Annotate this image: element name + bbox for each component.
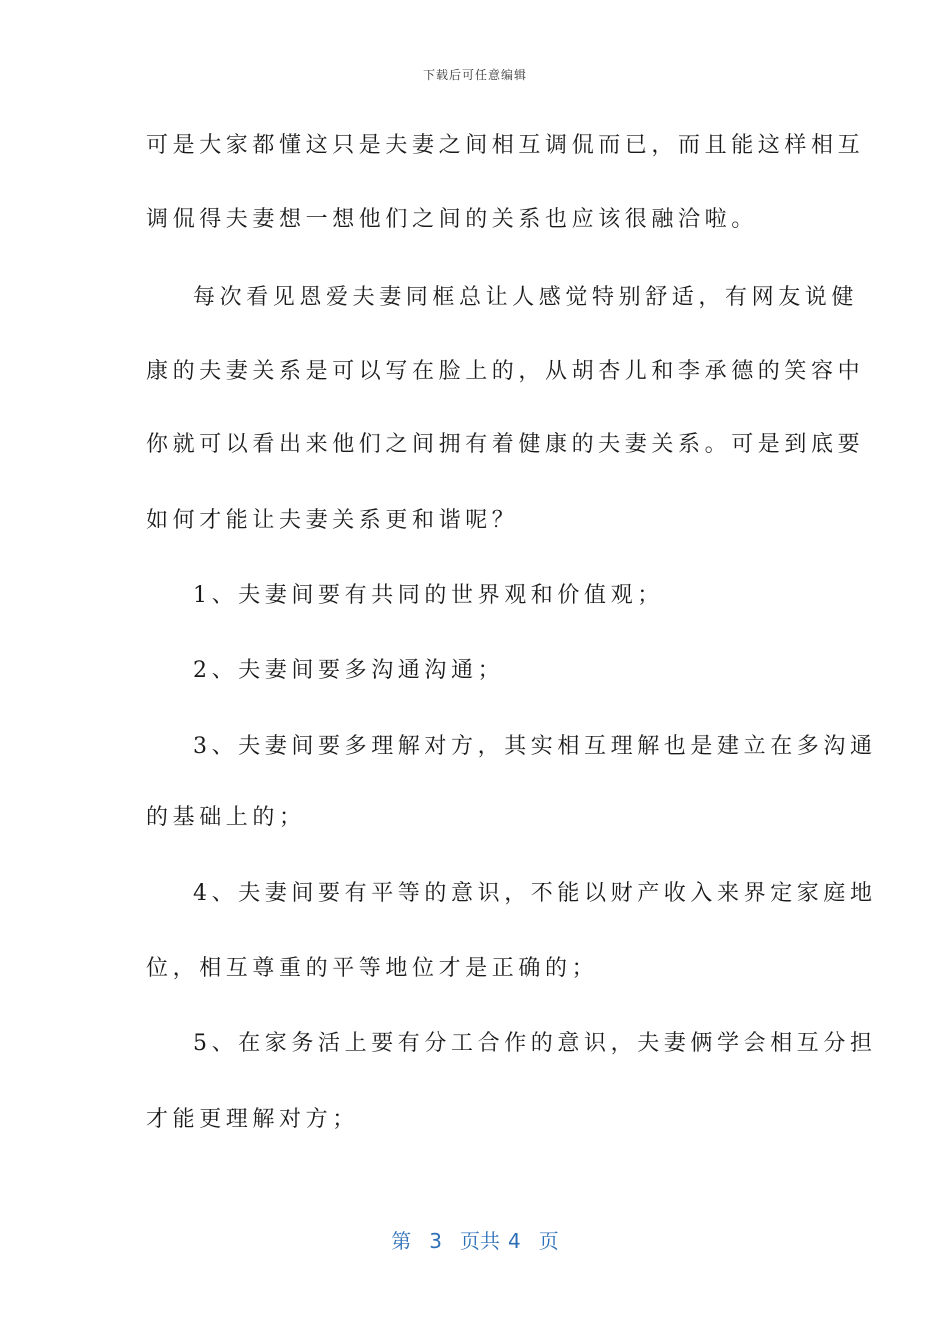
body-line: 调侃得夫妻想一想他们之间的关系也应该很融洽啦。	[146, 207, 758, 232]
list-item: 1、夫妻间要有共同的世界观和价值观；	[193, 583, 664, 608]
body-line: 每次看见恩爱夫妻同框总让人感觉特别舒适，有网友说健	[193, 285, 859, 310]
body-line: 位，相互尊重的平等地位才是正确的；	[146, 956, 599, 981]
footer-total-pages: 4	[508, 1229, 521, 1253]
body-line: 如何才能让夫妻关系更和谐呢？	[146, 508, 519, 533]
page-header: 下载后可任意编辑	[422, 68, 527, 82]
body-line: 康的夫妻关系是可以写在脸上的，从胡杏儿和李承德的笑容中	[146, 359, 865, 384]
footer-current-page: 3	[429, 1229, 442, 1253]
list-item: 2、夫妻间要多沟通沟通；	[193, 658, 505, 683]
footer-middle: 页共	[460, 1229, 500, 1253]
footer-suffix: 页	[538, 1229, 559, 1253]
body-line: 你就可以看出来他们之间拥有着健康的夫妻关系。可是到底要	[146, 432, 865, 457]
list-item: 3、夫妻间要多理解对方，其实相互理解也是建立在多沟通	[193, 734, 877, 759]
list-item: 4、夫妻间要有平等的意识，不能以财产收入来界定家庭地	[193, 881, 877, 906]
list-item: 5、在家务活上要有分工合作的意识，夫妻俩学会相互分担	[193, 1031, 877, 1056]
footer-prefix: 第	[391, 1229, 412, 1253]
body-line: 才能更理解对方；	[146, 1107, 359, 1132]
page-footer	[0, 1225, 950, 1254]
body-line: 的基础上的；	[146, 805, 306, 830]
body-line: 可是大家都懂这只是夫妻之间相互调侃而已，而且能这样相互	[146, 133, 865, 158]
